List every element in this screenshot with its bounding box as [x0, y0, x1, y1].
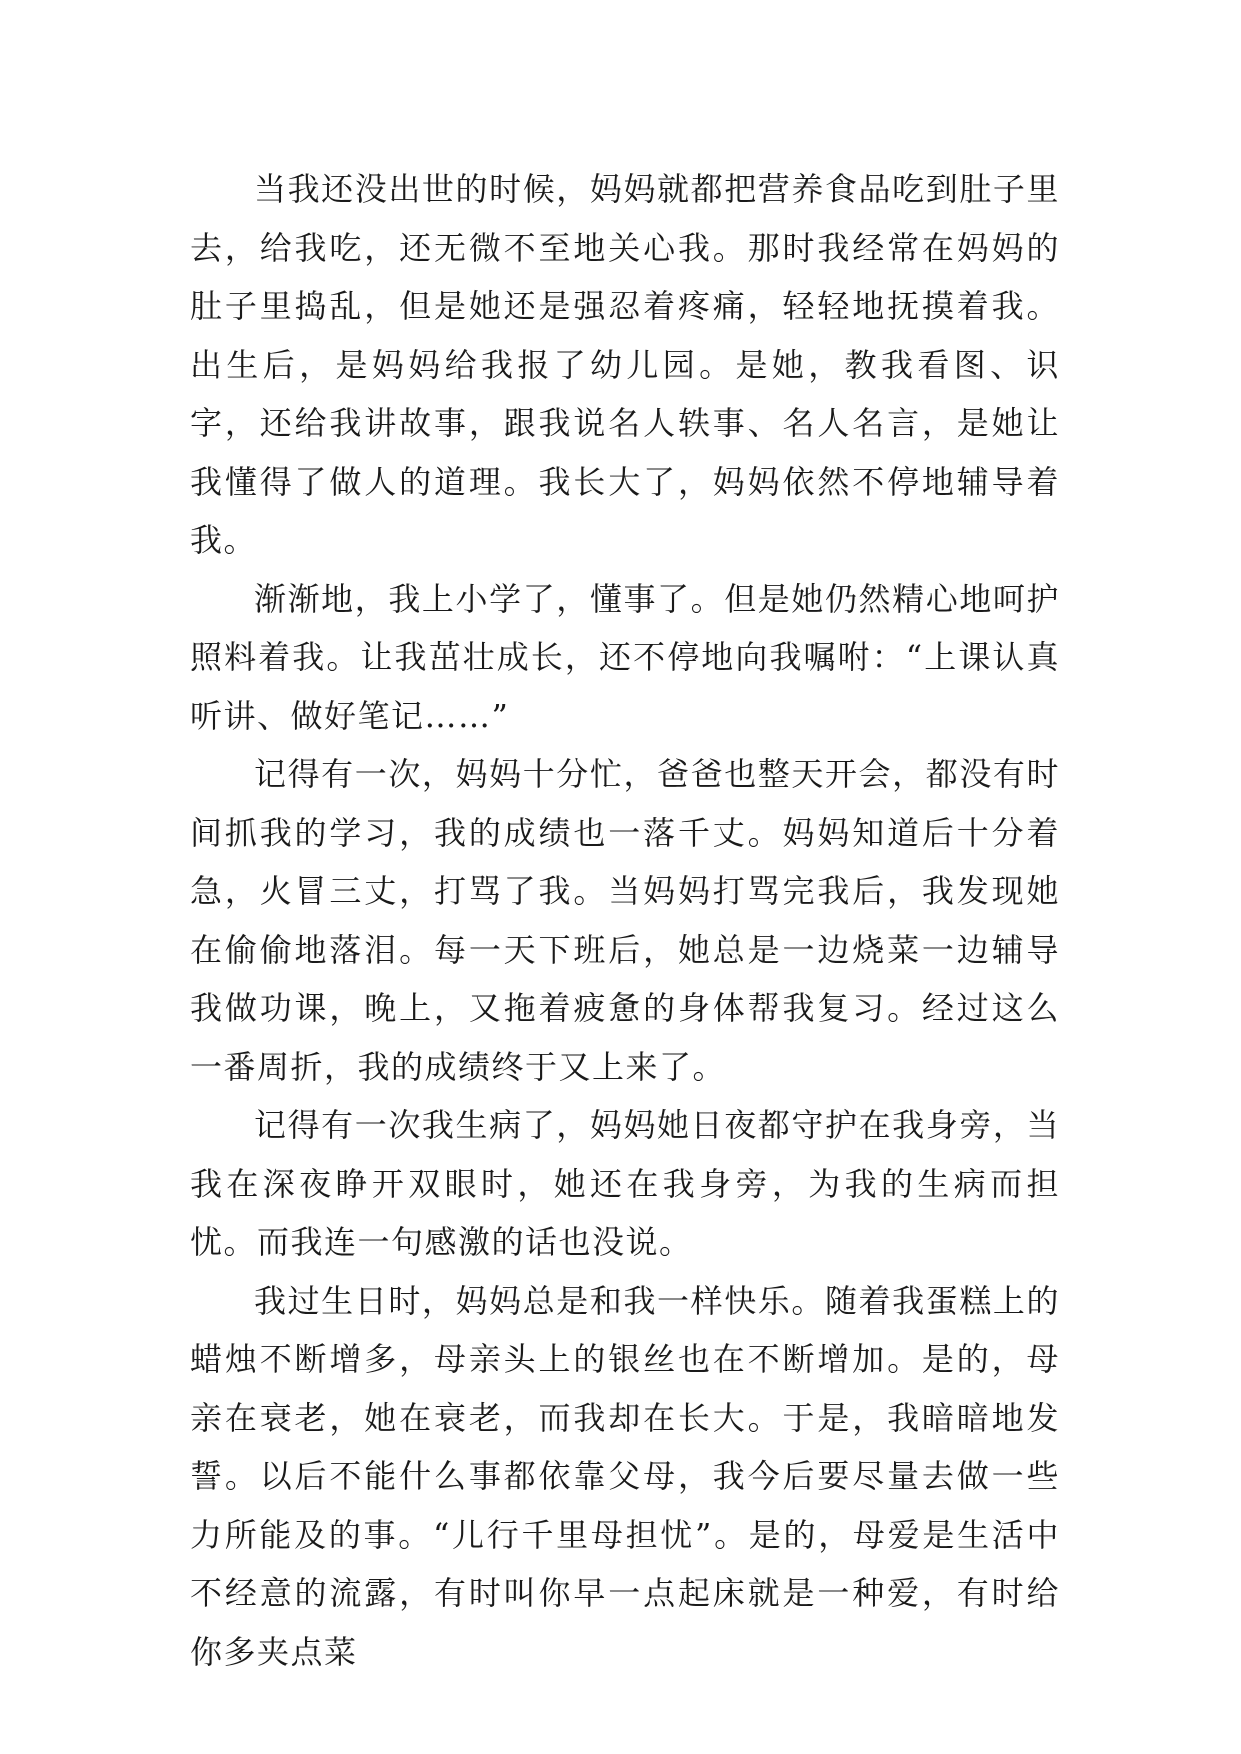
paragraph-4: 记得有一次我生病了，妈妈她日夜都守护在我身旁，当我在深夜睁开双眼时，她还在我身旁，为我的生病而担忧。而我连一句感激的话也没说。 [190, 1106, 1060, 1261]
paragraph-5: 我过生日时，妈妈总是和我一样快乐。随着我蛋糕上的蜡烛不断增多，母亲头上的银丝也在不断增加。是的，母亲在衰老，她在衰老，而我却在长大。于是，我暗暗地发誓。以后不能什么事都依靠父母，我今后要尽量去做一些力所能及的事。“儿行千里母担忧”。是的，母爱是生活中不经意的流露，有时叫你早一点起床就是一种爱，有时给你多夹点菜 [190, 1281, 1060, 1671]
document-body [190, 160, 1060, 1681]
paragraph-2: 渐渐地，我上小学了，懂事了。但是她仍然精心地呵护照料着我。让我茁壮成长，还不停地向我嘱咐：“上课认真听讲、做好笔记……” [190, 579, 1060, 735]
paragraph-3: 记得有一次，妈妈十分忙，爸爸也整天开会，都没有时间抓我的学习，我的成绩也一落千丈。妈妈知道后十分着急，火冒三丈，打骂了我。当妈妈打骂完我后，我发现她在偷偷地落泪。每一天下班后，她总是一边烧菜一边辅导我做功课，晚上，又拖着疲惫的身体帮我复习。经过这么一番周折，我的成绩终于又上来了。 [190, 755, 1060, 1086]
paragraph-1: 当我还没出世的时候，妈妈就都把营养食品吃到肚子里去，给我吃，还无微不至地关心我。那时我经常在妈妈的肚子里捣乱，但是她还是强忍着疼痛，轻轻地抚摸着我。出生后，是妈妈给我报了幼儿园。是她，教我看图、识字，还给我讲故事，跟我说名人轶事、名人名言，是她让我懂得了做人的道理。我长大了，妈妈依然不停地辅导着我。 [190, 170, 1060, 559]
